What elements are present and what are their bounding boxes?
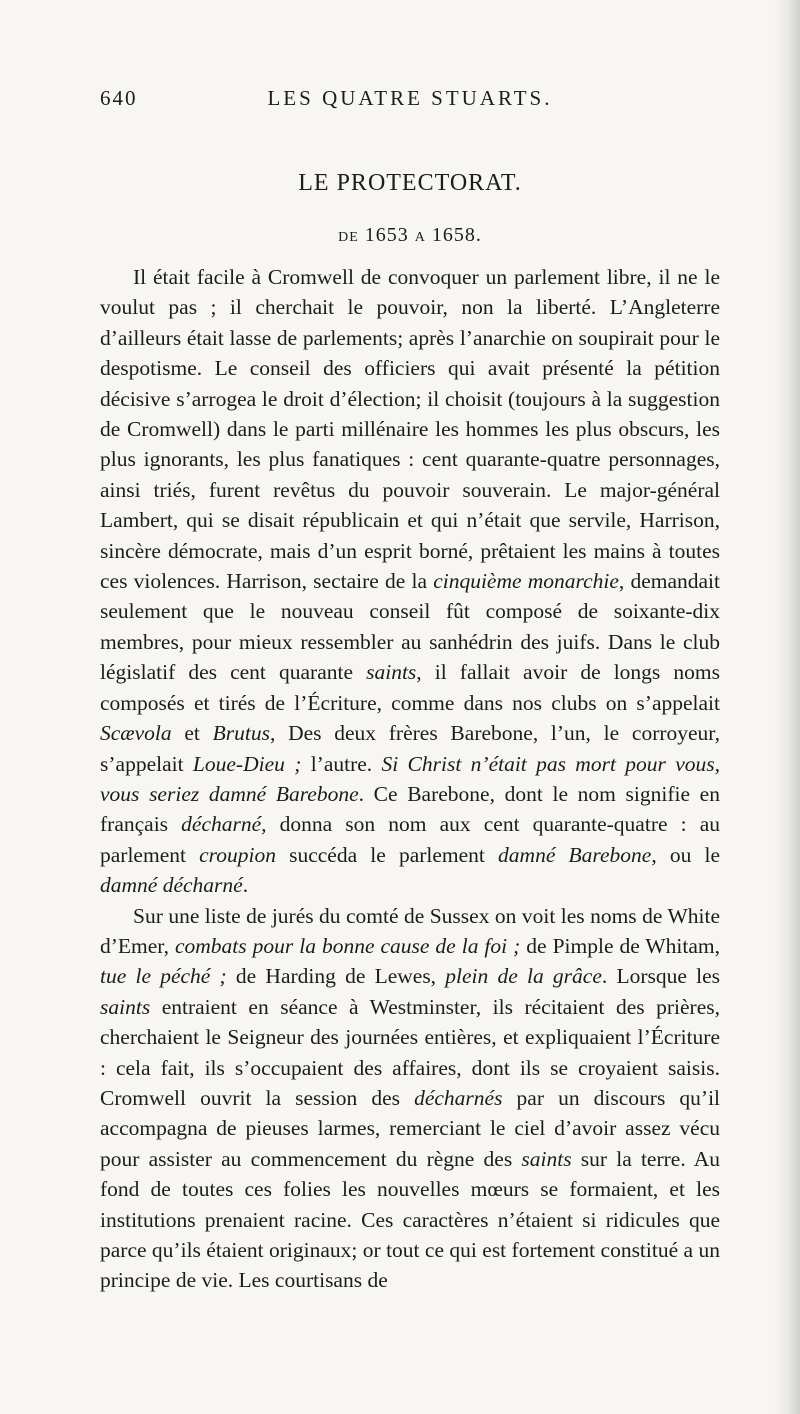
italic-run: Si Christ n’était pas mort pour vous, vous seriez damné Barebone <box>100 751 720 806</box>
chapter-dates <box>100 224 720 247</box>
italic-run: Loue-Dieu ; <box>192 751 302 776</box>
text-run: , demandait seulement que le nouveau conseil fût composé de soixante-dix membres, pour mieux ressembler au sanhédrin des juifs. Dans le club législatif des cent quarante <box>100 569 720 685</box>
page-edge-shadow <box>774 0 800 1414</box>
running-header <box>100 86 720 116</box>
italic-run: Scævola <box>100 721 172 746</box>
text-run: de Harding de Lewes, <box>226 964 446 989</box>
text-run: par un discours qu’il accompagna de pieuses larmes, remerciant le ciel d’avoir assez vécu pour assister au commencement du règne des <box>100 1085 721 1171</box>
italic-run: damné Barebone <box>498 842 652 867</box>
text-run: succéda le parlement <box>275 842 499 867</box>
text-run: de Pimple de Whitam, <box>520 933 721 958</box>
italic-run: décharné, <box>181 812 267 837</box>
text-run: , ou le <box>651 842 720 867</box>
date-start: 1653 <box>364 224 409 246</box>
running-title: LES QUATRE STUARTS. <box>267 86 553 110</box>
italic-run: plein de la grâce <box>445 964 602 989</box>
text-run: , il fallait avoir de longs noms composés et tirés de l’Écriture, comme dans nos clubs on s’appelait <box>100 660 720 715</box>
italic-run: combats pour la bonne cause de la foi ; <box>174 933 521 958</box>
italic-run: croupion <box>199 842 276 867</box>
italic-run: décharnés <box>414 1085 503 1110</box>
text-run: sur la terre. Au fond de toutes ces folies les nouvelles mœurs se formaient, et les institutions prenaient racine. Ces caractères n’étaient si ridicules que parce qu’ils étaient originaux; or tout ce qui est fortement constitué a un principe de vie. Les courtisans de <box>100 1146 720 1293</box>
text-run: , Des deux frères Barebone, l’un, le corroyeur, s’appelait <box>100 721 720 776</box>
dates-connector: A <box>414 230 426 245</box>
italic-run: Brutus <box>212 721 270 746</box>
body-text <box>100 262 720 1296</box>
text-run: Sur une liste de jurés du comté de Sussex on voit les noms de White d’Emer, <box>100 903 720 958</box>
text-run: . Lorsque les <box>601 964 721 989</box>
italic-run: damné décharné <box>100 873 243 898</box>
italic-run: tue le péché ; <box>100 964 227 989</box>
text-run: l’autre. <box>301 751 382 776</box>
text-run: et <box>171 721 213 746</box>
text-run: . <box>242 873 249 898</box>
text-run: . Ce Barebone, dont le nom signifie en français <box>100 781 720 837</box>
text-run: entraient en séance à Westminster, ils récitaient des prières, cherchaient le Seigneur des journées entières, et expliquaient l’Écriture : cela fait, ils s’occupaient des affaires, dont ils se croyaient saisis. Cromwell ouvrit la session des <box>100 994 720 1110</box>
text-run: donna son nom aux cent quarante-quatre : au parlement <box>100 812 721 867</box>
date-end: 1658. <box>431 224 482 246</box>
italic-run: saints <box>521 1146 572 1171</box>
italic-run: saints <box>366 660 417 685</box>
paragraph <box>100 262 720 901</box>
italic-run: cinquième monarchie <box>433 569 619 594</box>
paragraph <box>100 901 720 1296</box>
chapter-title: LE PROTECTORAT. <box>298 170 522 196</box>
italic-run: saints <box>100 994 151 1019</box>
text-run: Il était facile à Cromwell de convoquer un parlement libre, il ne le voulut pas ; il cherchait le pouvoir, non la liberté. L’Angleterre d’ailleurs était lasse de parlements; après l’anarchie on soupirait pour le despotisme. Le conseil des officiers qui avait présenté la pétition décisive s’arrogea le droit d’élection; il choisit (toujours à la suggestion de Cromwell) dans le parti millénaire les hommes les plus obscurs, les plus ignorants, les plus fanatiques : cent quarante-quatre personnages, ainsi triés, furent revêtus du pouvoir souverain. Le major-général Lambert, qui se disait républicain et qui n’était que servile, Harrison, sincère démocrate, mais d’un esprit borné, prêtaient les mains à toutes ces violences. Harrison, sectaire de la <box>100 265 720 594</box>
dates-prefix: DE <box>338 230 359 245</box>
page-number: 640 <box>100 86 138 110</box>
